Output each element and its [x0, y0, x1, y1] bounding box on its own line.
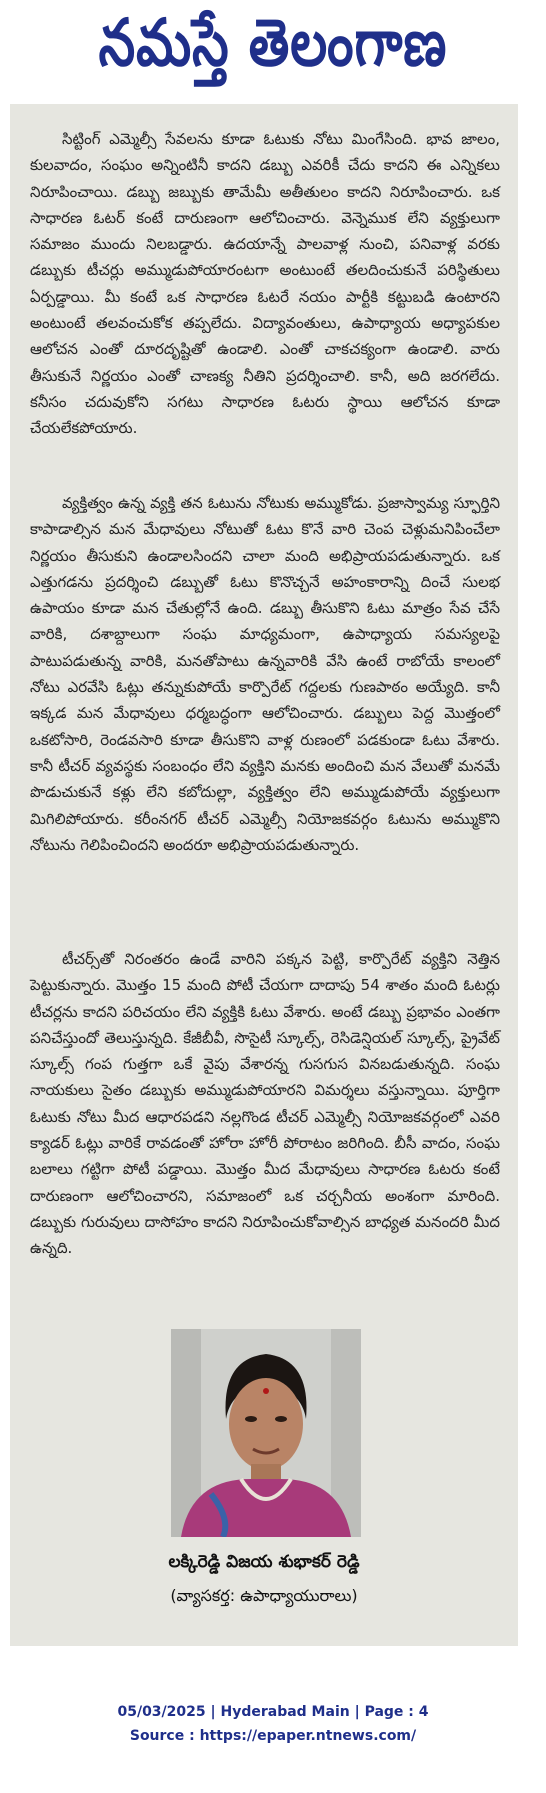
masthead-title: నమస్తే తెలంగాణ: [98, 6, 448, 81]
footer-source-link[interactable]: Source : https://epaper.ntnews.com/: [129, 1728, 417, 1744]
article-paragraph: సిట్టింగ్ ఎమ్మెల్సీ సేవలను కూడా ఓటుకు నోటు మింగేసింది. భావ జాలం, కులవాదం, సంఘం అన్నింటినీ కాదని డబ్బు ఎవరికీ చేదు కాదని ఈ ఎన్నికలు నిరూపించాయి. డబ్బు జబ్బుకు తామేమీ అతీతులం కాదని నిరూపించారు. ఒక సాధారణ ఓటర్ కంటే దారుణంగా ఆలోచించారు. వెన్నెముక లేని వ్యక్తులుగా సమాజం ముందు నిలబడ్డారు. ఉదయాన్నే పాలవాళ్ల నుంచి, పనివాళ్ల వరకు డబ్బుకు టీచర్లు అమ్ముడుపోయారంటగా అంటుంటే తలదించుకునే పరిస్థితులు ఏర్పడ్డాయి. మీ కంటే ఒక సాధారణ ఓటరే నయం పార్టీకి కట్టుబడి ఉంటారని అంటుంటే తలవంచుకోక తప్పలేదు. విద్యావంతులు, ఉపాధ్యాయ అధ్యాపకుల ఆలోచన ఎంతో దూరదృష్టితో ఉండాలి. ఎంతో చాకచక్యంగా ఉండాలి. వారు తీసుకునే నిర్ణయం ఎంతో చాణక్య నీతిని ప్రదర్శించాలి. కానీ, అది జరగలేదు. కనీసం చదువుకోని సగటు సాధారణ ఓటరు స్థాయి ఆలోచన కూడా చేయలేకపోయారు.: [30, 130, 500, 438]
article-paragraph: వ్యక్తిత్వం ఉన్న వ్యక్తి తన ఓటును నోటుకు అమ్ముకోడు. ప్రజాస్వామ్య స్ఫూర్తిని కాపాడాల్సిన మన మేధావులు నోటుతో ఓటు కొనే వారి చెంప చెళ్లుమనిపించేలా నిర్ణయం తీసుకుని ఉండాలసిందని చాలా మంది అభిప్రాయపడుతున్నారు. ఒక ఎత్తుగడను ప్రదర్శించి డబ్బుతో ఓటు కొనొచ్చనే అహంకారాన్ని దించే సులభ ఉపాయం కూడా మన చేతుల్లోనే ఉంది. డబ్బు తీసుకొని ఓటు మాత్రం సేవ చేసే వారికి, దశాబ్దాలుగా సంఘ మాధ్యమంగా, ఉపాధ్యాయ సమస్యలపై పాటుపడుతున్న వారికి, మనతోపాటు ఉన్నవారికి వేసి ఉంటే రాబోయే కాలంలో నోటు ఎరవేసి ఓట్లు తన్నుకుపోయే కార్పొరేట్ గద్దలకు గుణపాఠం అయ్యేది. కానీ ఇక్కడ మన మేధావులు ధర్మబద్ధంగా ఆలోచించారు. డబ్బులు పెద్ద మొత్తంలో ఒకటోసారి, రెండవసారి కూడా తీసుకొని వాళ్ల రుణంలో పడకుండా ఓటు వేశారు. కానీ టీచర్ వ్యవస్థకు సంబంధం లేని వ్యక్తిని మనకు అందించి మన వేలుతో మనమే పొడుచుకునే కళ్లు లేని కబోదుల్లా, వ్యక్తిత్వం లేని అమ్ముడుపోయే వ్యక్తులుగా మిగిలిపోయారు. కరీంనగర్ టీచర్ ఎమ్మెల్సీ నియోజకవర్గం ఓటును అమ్ముకొని నోటును గెలిపించిందని అందరూ అభిప్రాయపడుతున్నారు.: [30, 494, 500, 854]
article-paragraph: టీచర్స్‌తో నిరంతరం ఉండే వారిని పక్కన పెట్టి, కార్పొరేట్ వ్యక్తిని నెత్తిన పెట్టుకున్నారు. మొత్తం 15 మంది పోటీ చేయగా దాదాపు 54 శాతం మంది ఓటర్లు టీచర్లను కాదని పరిచయం లేని వ్యక్తికి ఓటు వేశారు. అంటే డబ్బు ప్రభావం ఎంతగా పనిచేస్తుందో తెలుస్తున్నది. కేజీబీవీ, సొసైటీ స్కూల్స్, రెసిడెన్షియల్ స్కూల్స్, ప్రైవేట్ స్కూల్స్ గంప గుత్తగా ఒకే వైపు వేశారన్న గుసగుస వినబడుతున్నది. సంఘ నాయకులు సైతం డబ్బుకు అమ్ముడుపోయారని విమర్శలు వస్తున్నాయి. పూర్తిగా ఓటుకు నోటు మీద ఆధారపడని నల్లగొండ టీచర్ ఎమ్మెల్సీ నియోజకవర్గంలో ఎవరి క్యాడర్ ఓట్లు వారికే రావడంతో హోరా హోరీ పోరాటం జరిగింది. బీసీ వాదం, సంఘ బలాలు గట్టిగా పోటీ పడ్డాయి. మొత్తం మీద మేధావులు సాధారణ ఓటరు కంటే దారుణంగా ఆలోచించారని, సమాజంలో ఒక చర్చనీయ అంశంగా మారింది. డబ్బుకు గురువులు దాసోహం కాదని నిరూపించుకోవాల్సిన బాధ్యత మనందరి మీద ఉన్నది.: [30, 950, 500, 1258]
footer-edition-info: 05/03/2025 | Hyderabad Main | Page : 4: [117, 1704, 429, 1720]
author-name: లక్కిరెడ్డి విజయ శుభాకర్ రెడ్డి: [168, 1552, 360, 1572]
author-role: (వ్యాసకర్త: ఉపాధ్యాయురాలు): [170, 1586, 358, 1605]
masthead: [0, 0, 546, 84]
author-photo: [171, 1329, 361, 1537]
article-box: [10, 104, 518, 1646]
